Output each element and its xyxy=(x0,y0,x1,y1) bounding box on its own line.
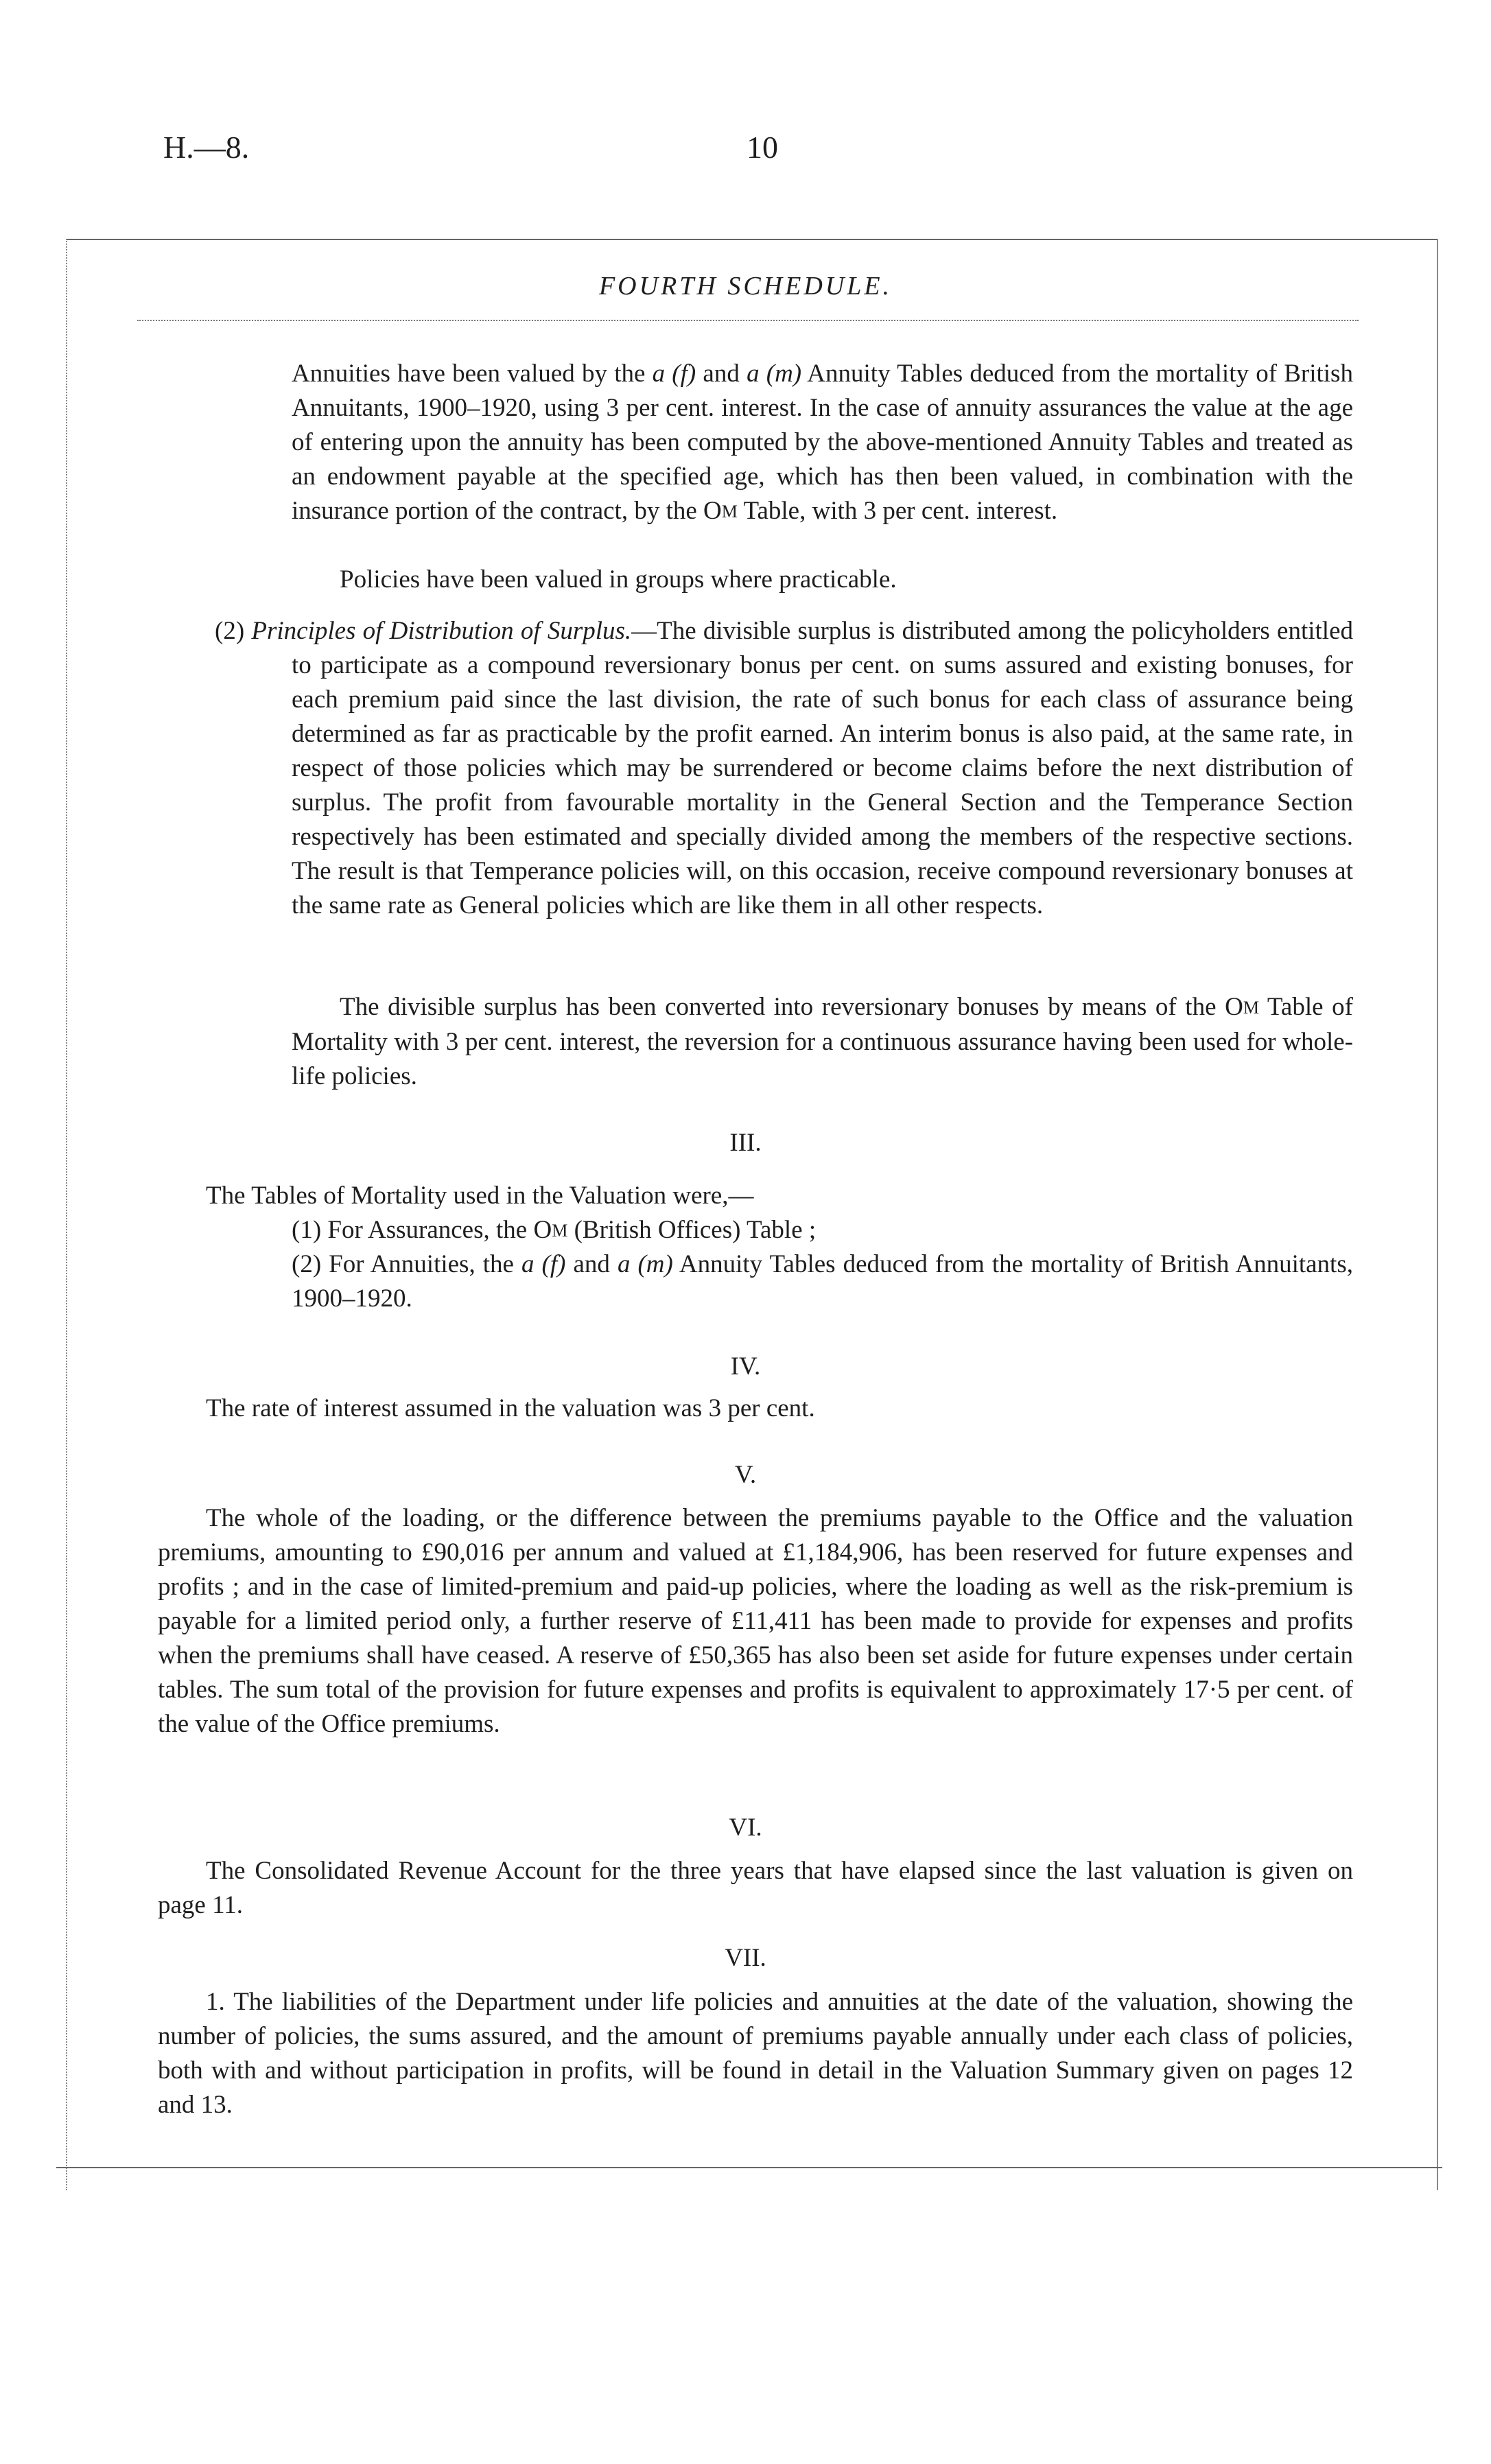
section-5-heading: V. xyxy=(734,1461,757,1489)
om-superscript: M xyxy=(721,502,738,521)
om-superscript: M xyxy=(552,1221,568,1241)
section-7-heading: VII. xyxy=(725,1944,766,1972)
frame-bottom-rule xyxy=(56,2167,1442,2168)
annuity-table-am: a (m) xyxy=(747,360,802,388)
section-3-item-1 xyxy=(292,1213,1353,1248)
section-7-text: 1. The liabilities of the Department under life policies and annuities at the date of the valuation, showing the number of policies, the sums assured, and the amount of premiums payable annually under each class of policies, both with and without participation in profits, will be found in detail in the Valuation Summary given on pages 12 and 13. xyxy=(158,1988,1353,2119)
divisible-text-2: Table of Mortality with 3 per cent. interest, the reversion for a continuous assurance having been used for whole-life policies. xyxy=(292,993,1353,1090)
om-superscript: M xyxy=(1243,998,1259,1018)
section-4-heading: IV. xyxy=(730,1352,761,1381)
annuities-text-3: Annuity Tables deduced from the mortality of British Annuitants, 1900–1920, using 3 per cent. interest. In the case of annuity assurances the value at the age of entering upon the annuity has been computed by the above-mentioned Annuity Tables and treated as an endowment payable at the specified age, which has then been valued, in combination with the insurance portion of the contract, by the O xyxy=(292,360,1353,525)
frame-left-rule xyxy=(66,239,67,2190)
section-6-heading: VI. xyxy=(729,1814,762,1842)
section-4-text: The rate of interest assumed in the valuation was 3 per cent. xyxy=(206,1394,815,1422)
groups-line: Policies have been valued in groups where practicable. xyxy=(340,565,897,594)
section-6-text: The Consolidated Revenue Account for the three years that have elapsed since the last valuation is given on page 11. xyxy=(158,1857,1353,1919)
page-number: 10 xyxy=(747,130,778,165)
annuities-text-4: Table, with 3 per cent. interest. xyxy=(737,497,1058,525)
item-2-and: and xyxy=(565,1250,618,1278)
item-1-text-a: (1) For Assurances, the O xyxy=(292,1216,552,1244)
section-3-item-2 xyxy=(292,1247,1353,1316)
distribution-paragraph xyxy=(215,614,1353,923)
divisible-text-1: The divisible surplus has been converted into reversionary bonuses by means of the O xyxy=(340,993,1243,1021)
annuities-text-2: and xyxy=(696,360,747,388)
distribution-heading: Principles of Distribution of Surplus. xyxy=(251,617,632,645)
annuities-text-1: Annuities have been valued by the xyxy=(292,360,653,388)
document-reference: H.—8. xyxy=(163,130,250,165)
item-2-text-b: Annuity Tables deduced from the mortality of British Annuitants, 1900–1920. xyxy=(292,1250,1353,1313)
annuity-table-af: a (f) xyxy=(652,360,696,388)
divisible-surplus-paragraph xyxy=(292,990,1353,1094)
frame-top-rule xyxy=(67,239,1437,240)
frame-right-rule xyxy=(1437,239,1438,2190)
schedule-title: FOURTH SCHEDULE. xyxy=(598,272,893,301)
distribution-number: (2) xyxy=(215,617,252,645)
item-2-text-a: (2) For Annuities, the xyxy=(292,1250,521,1278)
distribution-text: —The divisible surplus is distributed among the policyholders entitled to participate as a compound reversionary bonus per cent. on sums assured and existing bonuses, for each premium paid since the last division, the rate of such bonus for each class of assurance being determined as far as practicable by the profit earned. An interim bonus is also paid, at the same rate, in respect of those policies which may be surrendered or become claims before the next distribution of surplus. The profit from favourable mortality in the General Section and the Temperance Section respectively has been estimated and specially divided among the members of the respective sections. The result is that Temperance policies will, on this occasion, receive compound reversionary bonuses at the same rate as General policies which are like them in all other respects. xyxy=(292,617,1354,919)
section-5-text: The whole of the loading, or the difference between the premiums payable to the Office and the valuation premiums, amounting to £90,016 per annum and valued at £1,184,906, has been reserved for future expenses and profits ; and in the case of limited-premium and paid-up policies, where the loading as well as the risk-premium is payable for a limited period only, a further reserve of £11,411 has been made to provide for expenses and profits when the premiums shall have ceased. A reserve of £50,365 has also been set aside for future expenses under certain tables. The sum total of the provision for future expenses and profits is equivalent to approximately 17·5 per cent. of the value of the Office premiums. xyxy=(158,1504,1353,1738)
section-3-intro: The Tables of Mortality used in the Valuation were,— xyxy=(206,1182,754,1210)
annuity-table-am: a (m) xyxy=(617,1250,673,1278)
annuities-paragraph xyxy=(292,357,1353,529)
title-divider xyxy=(137,320,1359,321)
item-1-text-b: (British Offices) Table ; xyxy=(567,1216,817,1244)
section-3-heading: III. xyxy=(729,1129,762,1157)
annuity-table-af: a (f) xyxy=(521,1250,566,1278)
